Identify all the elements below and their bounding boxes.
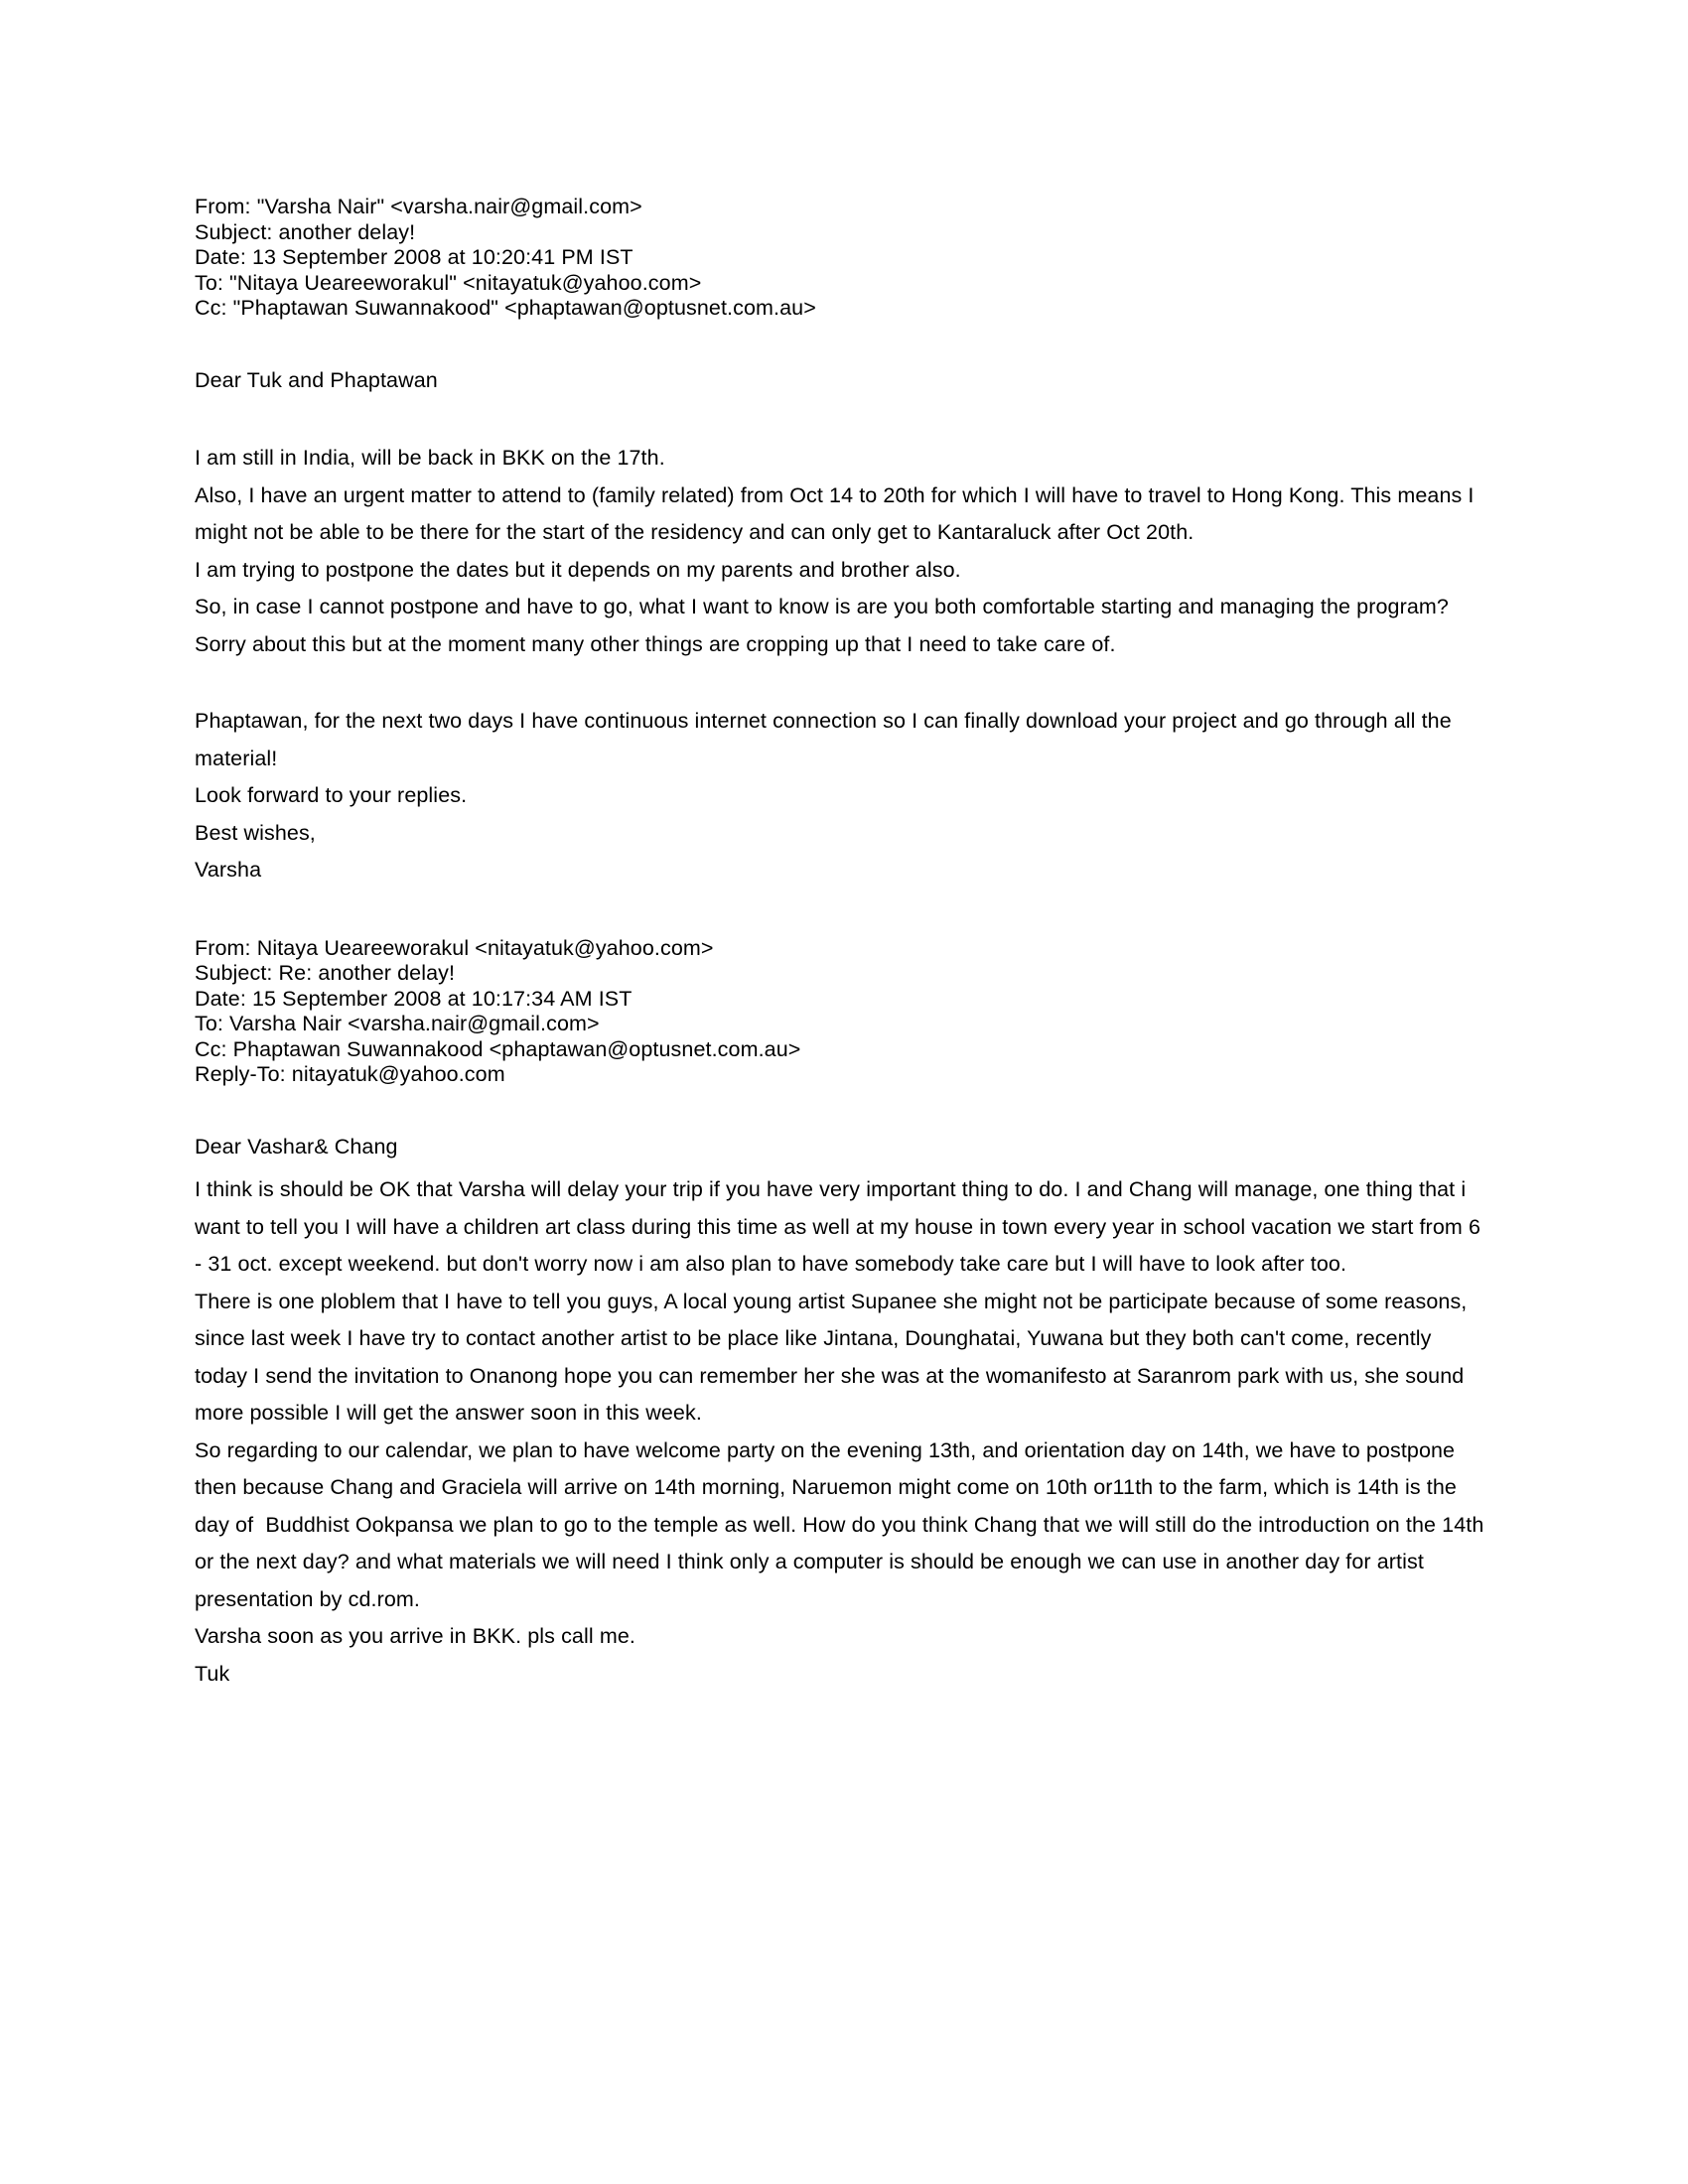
message-1-paragraph-2: Also, I have an urgent matter to attend to (family related) from Oct 14 to 20th for which I will have to travel to Hong Kong. This means I might not be able to be there for the start of the residency and can only get to Kantaraluck after Oct 20th.: [195, 482, 1480, 544]
message-1-header-to: To: "Nitaya Ueareeworakul" <nitayatuk@yahoo.com>: [195, 270, 702, 295]
message-2-header-date: Date: 15 September 2008 at 10:17:34 AM IST: [195, 986, 633, 1011]
message-2-paragraph-2: There is one ploblem that I have to tell you guys, A local young artist Supanee she might not be participate because of some reasons, since last week I have try to contact another artist to be place like Jintana, Dounghatai, Yuwana but they both can't come, recently today I send the invitation to Onanong hope you can remember her she was at the womanifesto at Saranrom park with us, she sound more possible I will get the answer soon in this week.: [195, 1289, 1474, 1425]
message-1-salutation: Dear Tuk and Phaptawan: [195, 367, 438, 392]
message-1-paragraph-4: So, in case I cannot postpone and have to go, what I want to know is are you both comfortable starting and managing the program?: [195, 595, 1449, 618]
message-1-header-date: Date: 13 September 2008 at 10:20:41 PM IST: [195, 245, 633, 269]
message-2-header-block: [195, 936, 1485, 1088]
message-1-signature: Varsha: [195, 858, 262, 882]
spacer: [195, 322, 1485, 362]
message-1-header-block: [195, 195, 1485, 322]
message-1-paragraph-6: Phaptawan, for the next two days I have continuous internet connection so I can finally download your project and go through all the material!: [195, 709, 1458, 770]
spacer-thread-separator: [195, 889, 1485, 936]
message-2-paragraph-1: I think is should be OK that Varsha will delay your trip if you have very important thing to do. I and Chang will manage, one thing that i want to tell you I will have a children art class during this time as well at my house in town every year in school vacation we start from 6 - 31 oct. except weekend. but don't worry now i am also plan to have somebody take care but I will have to look after too.: [195, 1177, 1487, 1276]
message-2-header-subject: Subject: Re: another delay!: [195, 961, 456, 985]
message-2-header-from: From: Nitaya Ueareeworakul <nitayatuk@yahoo.com>: [195, 935, 714, 960]
message-2-header-cc: Cc: Phaptawan Suwannakood <phaptawan@optusnet.com.au>: [195, 1036, 801, 1061]
message-1-paragraph-7: Look forward to your replies.: [195, 783, 468, 807]
message-2-header-reply-to: Reply-To: nitayatuk@yahoo.com: [195, 1062, 505, 1086]
message-2-signature: Tuk: [195, 1661, 230, 1686]
document-content: [195, 195, 1490, 1693]
message-2-paragraph-4: Varsha soon as you arrive in BKK. pls call me.: [195, 1624, 635, 1648]
message-1-header-from: From: "Varsha Nair" <varsha.nair@gmail.com>: [195, 195, 642, 218]
message-1-body: [195, 362, 1485, 889]
message-1-header-cc: Cc: "Phaptawan Suwannakood" <phaptawan@optusnet.com.au>: [195, 296, 816, 320]
message-2-salutation: Dear Vashar& Chang: [195, 1134, 398, 1159]
message-2-body: [195, 1129, 1490, 1694]
message-1-closing: Best wishes,: [195, 820, 316, 845]
message-1-paragraph-5: Sorry about this but at the moment many other things are cropping up that I need to take care of.: [195, 631, 1116, 656]
spacer: [195, 1088, 1485, 1129]
message-1-paragraph-3: I am trying to postpone the dates but it depends on my parents and brother also.: [195, 557, 961, 582]
message-2-paragraph-3: So regarding to our calendar, we plan to have welcome party on the evening 13th, and orientation day on 14th, we have to postpone then because Chang and Graciela will arrive on 14th morning, Naruemon might come on 10th or11th to the farm, which is 14th is the day of Buddhist Ookpansa we plan to go to the temple as well. How do you think Chang that we will still do the introduction on the 14th or the next day? and what materials we will need I think only a computer is should be enough we can use in another day for artist presentation by cd.rom.: [195, 1437, 1490, 1611]
message-1-header-subject: Subject: another delay!: [195, 219, 416, 244]
spacer: [195, 663, 1485, 703]
spacer: [195, 399, 1485, 440]
message-1-paragraph-1: I am still in India, will be back in BKK on the 17th.: [195, 446, 665, 470]
message-2-header-to: To: Varsha Nair <varsha.nair@gmail.com>: [195, 1012, 600, 1035]
